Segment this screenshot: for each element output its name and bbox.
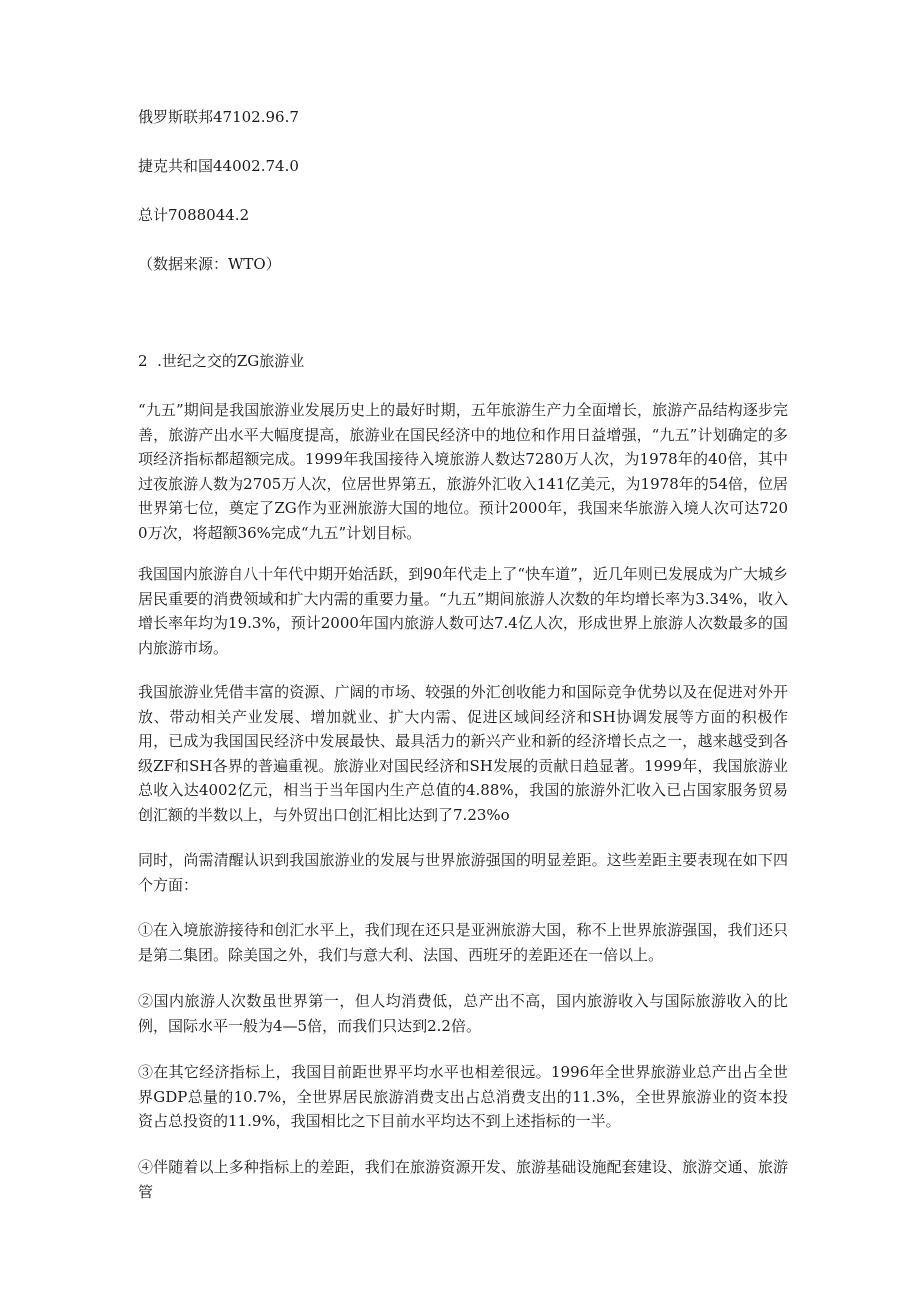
paragraph-gap-4: ④伴随着以上多种指标上的差距，我们在旅游资源开发、旅游基础设施配套建设、旅游交通、旅游管: [138, 1158, 788, 1201]
table-row-czech: 捷克共和国44002.74.0: [138, 157, 299, 175]
section-heading: 2 .世纪之交的ZG旅游业: [138, 352, 305, 370]
paragraph-domestic-tourism: 我国国内旅游自八十年代中期开始活跃，到90年代走上了“快车道”，近几年则已发展成为广大城乡居民重要的消费领域和扩大内需的重要力量。“九五”期间旅游人次数的年均增长率为3.34%，收入增长率年均为19.3%，预计2000年国内旅游人数可达7.4亿人次，形成世界上旅游人次数最多的国内旅游市场。: [138, 565, 788, 657]
paragraph-gap-3: ③在其它经济指标上，我国目前距世界平均水平也相差很远。1996年全世界旅游业总产出占全世界GDP总量的10.7%，全世界居民旅游消费支出占总消费支出的11.3%，全世界旅游业的资本投资占总投资的11.9%，我国相比之下目前水平均达不到上述指标的一半。: [138, 1063, 788, 1130]
source-note: （数据来源：WTO）: [138, 255, 281, 273]
paragraph-ninth-five-year: “九五”期间是我国旅游业发展历史上的最好时期，五年旅游生产力全面增长，旅游产品结构逐步完善，旅游产出水平大幅度提高，旅游业在国民经济中的地位和作用日益增强，“九五”计划确定的多项经济指标都超额完成。1999年我国接待入境旅游人数达7280万人次，为1978年的40倍，其中过夜旅游人数为2705万人次，位居世界第五，旅游外汇收入141亿美元，为1978年的54倍，位居世界第七位，奠定了ZG作为亚洲旅游大国的地位。预计2000年，我国来华旅游入境人次可达7200万次，将超额36%完成“九五”计划目标。: [138, 401, 788, 542]
table-row-total: 总计7088044.2: [138, 206, 250, 224]
paragraph-gap-intro: 同时，尚需清醒认识到我国旅游业的发展与世界旅游强国的明显差距。这些差距主要表现在如下四个方面：: [138, 851, 788, 894]
table-row-russia: 俄罗斯联邦47102.96.7: [138, 108, 299, 126]
paragraph-tourism-industry: 我国旅游业凭借丰富的资源、广阔的市场、较强的外汇创收能力和国际竞争优势以及在促进对外开放、带动相关产业发展、增加就业、扩大内需、促进区域间经济和SH协调发展等方面的积极作用，已成为我国国民经济中发展最快、最具活力的新兴产业和新的经济增长点之一，越来越受到各级ZF和SH各界的普遍重视。旅游业对国民经济和SH发展的贡献日趋显著。1999年，我国旅游业总收入达4002亿元，相当于当年国内生产总值的4.88%，我国的旅游外汇收入已占国家服务贸易创汇额的半数以上，与外贸出口创汇相比达到了7.23%o: [138, 683, 788, 824]
paragraph-gap-2: ②国内旅游人次数虽世界第一，但人均消费低，总产出不高，国内旅游收入与国际旅游收入的比例，国际水平一般为4—5倍，而我们只达到2.2倍。: [138, 992, 788, 1035]
paragraph-gap-1: ①在入境旅游接待和创汇水平上，我们现在还只是亚洲旅游大国，称不上世界旅游强国，我们还只是第二集团。除美国之外，我们与意大利、法国、西班牙的差距还在一倍以上。: [138, 921, 788, 964]
